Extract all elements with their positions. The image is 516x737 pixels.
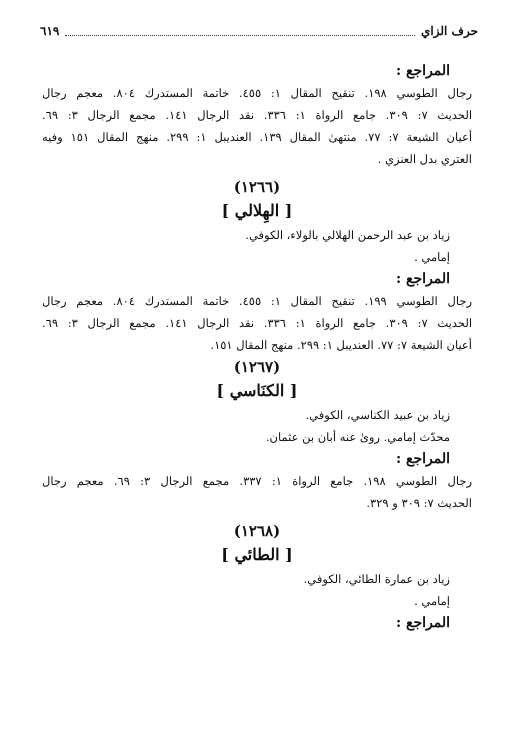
reference-line: رجال الطوسي ١٩٩. تنقيح المقال ١: ٤٥٥. خاتمة المستدرك ٨٠٤. معجم رجال [42, 294, 472, 308]
entry-number: (١٢٦٨) [233, 522, 281, 540]
reference-line: أعيان الشيعة ٧: ٧٧. العنديبل ١: ٢٩٩. منهج المقال ١٥١. [210, 338, 472, 352]
refs-heading: المراجع : [395, 63, 450, 79]
reference-line: العتري بدل العنزي . [377, 152, 472, 166]
entry-name: [ الهِلالي ] [221, 201, 293, 220]
refs-heading: المراجع : [395, 451, 450, 467]
reference-line: رجال الطوسي ١٩٨. تنقيح المقال ١: ٤٥٥. خاتمة المستدرك ٨٠٤. معجم رجال [42, 86, 472, 100]
running-header [40, 22, 478, 40]
page-body [42, 60, 472, 634]
entry-number: (١٢٦٧) [233, 358, 281, 376]
reference-line: رجال الطوسي ١٩٨. جامع الرواة ١: ٣٣٧. مجمع الرجال ٣: ٦٩. معجم رجال [42, 474, 473, 488]
entry-description: إمامي . [414, 250, 450, 264]
entry-number: (١٢٦٦) [233, 178, 281, 196]
entry-description: إمامي . [414, 594, 450, 608]
refs-heading: المراجع : [395, 271, 450, 287]
entry-description: محدّث إمامي. روىٰ عنه أبان بن عثمان. [265, 430, 450, 444]
leader-dots [65, 26, 415, 36]
entry-description: زياد بن عبيد الكناسي، الكوفي. [305, 408, 450, 422]
reference-line: أعيان الشيعة ٧: ٧٧. منتهىٰ المقال ١٣٩. العنديبل ١: ٢٩٩. منهج المقال ١٥١ وفيه [42, 130, 473, 144]
entry-name: [ الكنَاسي ] [216, 381, 298, 400]
entry-name: [ الطائي ] [221, 545, 293, 564]
chapter-title: حرف الزاي [421, 24, 478, 38]
page-number: ٦١٩ [40, 24, 60, 38]
entry-description: زياد بن عبد الرحمن الهلالي بالولاء، الكوفي. [245, 228, 450, 242]
reference-line: الحديث ٧: ٣٠٩. جامع الرواة ١: ٣٣٦. نقد الرجال ١٤١. مجمع الرجال ٣: ٦٩. [42, 108, 473, 122]
reference-line: الحديث ٧: ٣٠٩ و ٣٢٩. [366, 496, 472, 510]
entry-description: زياد بن عمارة الطائي، الكوفي. [303, 572, 450, 586]
reference-line: الحديث ٧: ٣٠٩. جامع الرواة ١: ٣٣٦. نقد الرجال ١٤١. مجمع الرجال ٣: ٦٩. [42, 316, 473, 330]
refs-heading: المراجع : [395, 615, 450, 631]
